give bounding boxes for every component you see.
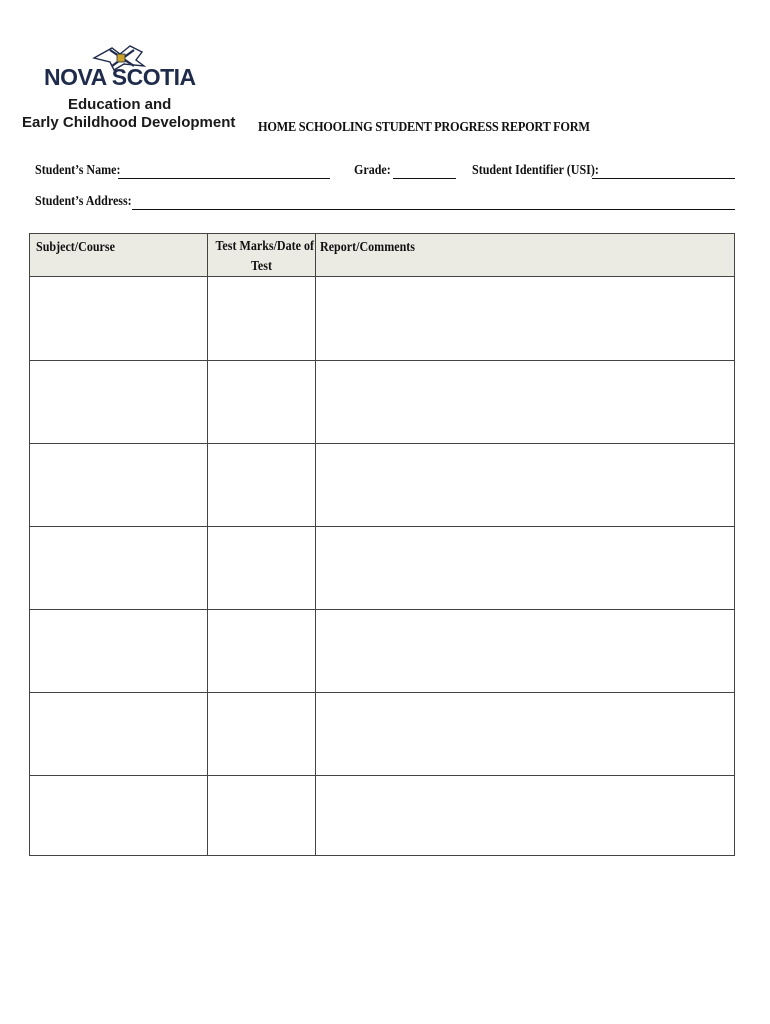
column-header-test-marks-line1: Test Marks/Date of — [215, 239, 315, 254]
progress-table — [29, 233, 735, 856]
table-cell-subject[interactable] — [30, 527, 207, 609]
department-name-line1: Education and — [68, 96, 172, 113]
grade-field[interactable] — [393, 178, 456, 179]
table-cell-marks[interactable] — [208, 610, 315, 692]
student-name-field[interactable] — [118, 178, 330, 179]
table-cell-subject[interactable] — [30, 693, 207, 775]
student-address-label: Student’s Address: — [35, 194, 132, 209]
table-cell-marks[interactable] — [208, 277, 315, 360]
column-header-subject: Subject/Course — [36, 240, 115, 255]
column-header-test-marks-line2: Test — [251, 259, 272, 274]
table-cell-comments[interactable] — [316, 361, 734, 443]
table-cell-marks[interactable] — [208, 776, 315, 855]
table-cell-marks[interactable] — [208, 693, 315, 775]
table-cell-comments[interactable] — [316, 610, 734, 692]
table-cell-comments[interactable] — [316, 277, 734, 360]
table-cell-comments[interactable] — [316, 693, 734, 775]
table-cell-subject[interactable] — [30, 776, 207, 855]
table-cell-subject[interactable] — [30, 610, 207, 692]
nova-scotia-logo — [20, 44, 236, 134]
column-header-comments: Report/Comments — [320, 240, 415, 255]
table-cell-comments[interactable] — [316, 527, 734, 609]
department-name-line2: Early Childhood Development — [22, 114, 236, 131]
student-identifier-field[interactable] — [592, 178, 735, 179]
table-cell-marks[interactable] — [208, 444, 315, 526]
table-cell-comments[interactable] — [316, 444, 734, 526]
grade-label: Grade: — [354, 163, 391, 178]
student-address-field[interactable] — [132, 209, 735, 210]
table-cell-subject[interactable] — [30, 361, 207, 443]
student-identifier-label: Student Identifier (USI): — [472, 163, 599, 178]
table-cell-marks[interactable] — [208, 527, 315, 609]
brand-wordmark: NOVA SCOTIA — [44, 64, 196, 90]
table-cell-subject[interactable] — [30, 277, 207, 360]
form-title: HOME SCHOOLING STUDENT PROGRESS REPORT FORM — [258, 120, 590, 135]
table-cell-comments[interactable] — [316, 776, 734, 855]
student-name-label: Student’s Name: — [35, 163, 121, 178]
table-cell-marks[interactable] — [208, 361, 315, 443]
column-header-test-marks — [215, 237, 315, 277]
table-cell-subject[interactable] — [30, 444, 207, 526]
